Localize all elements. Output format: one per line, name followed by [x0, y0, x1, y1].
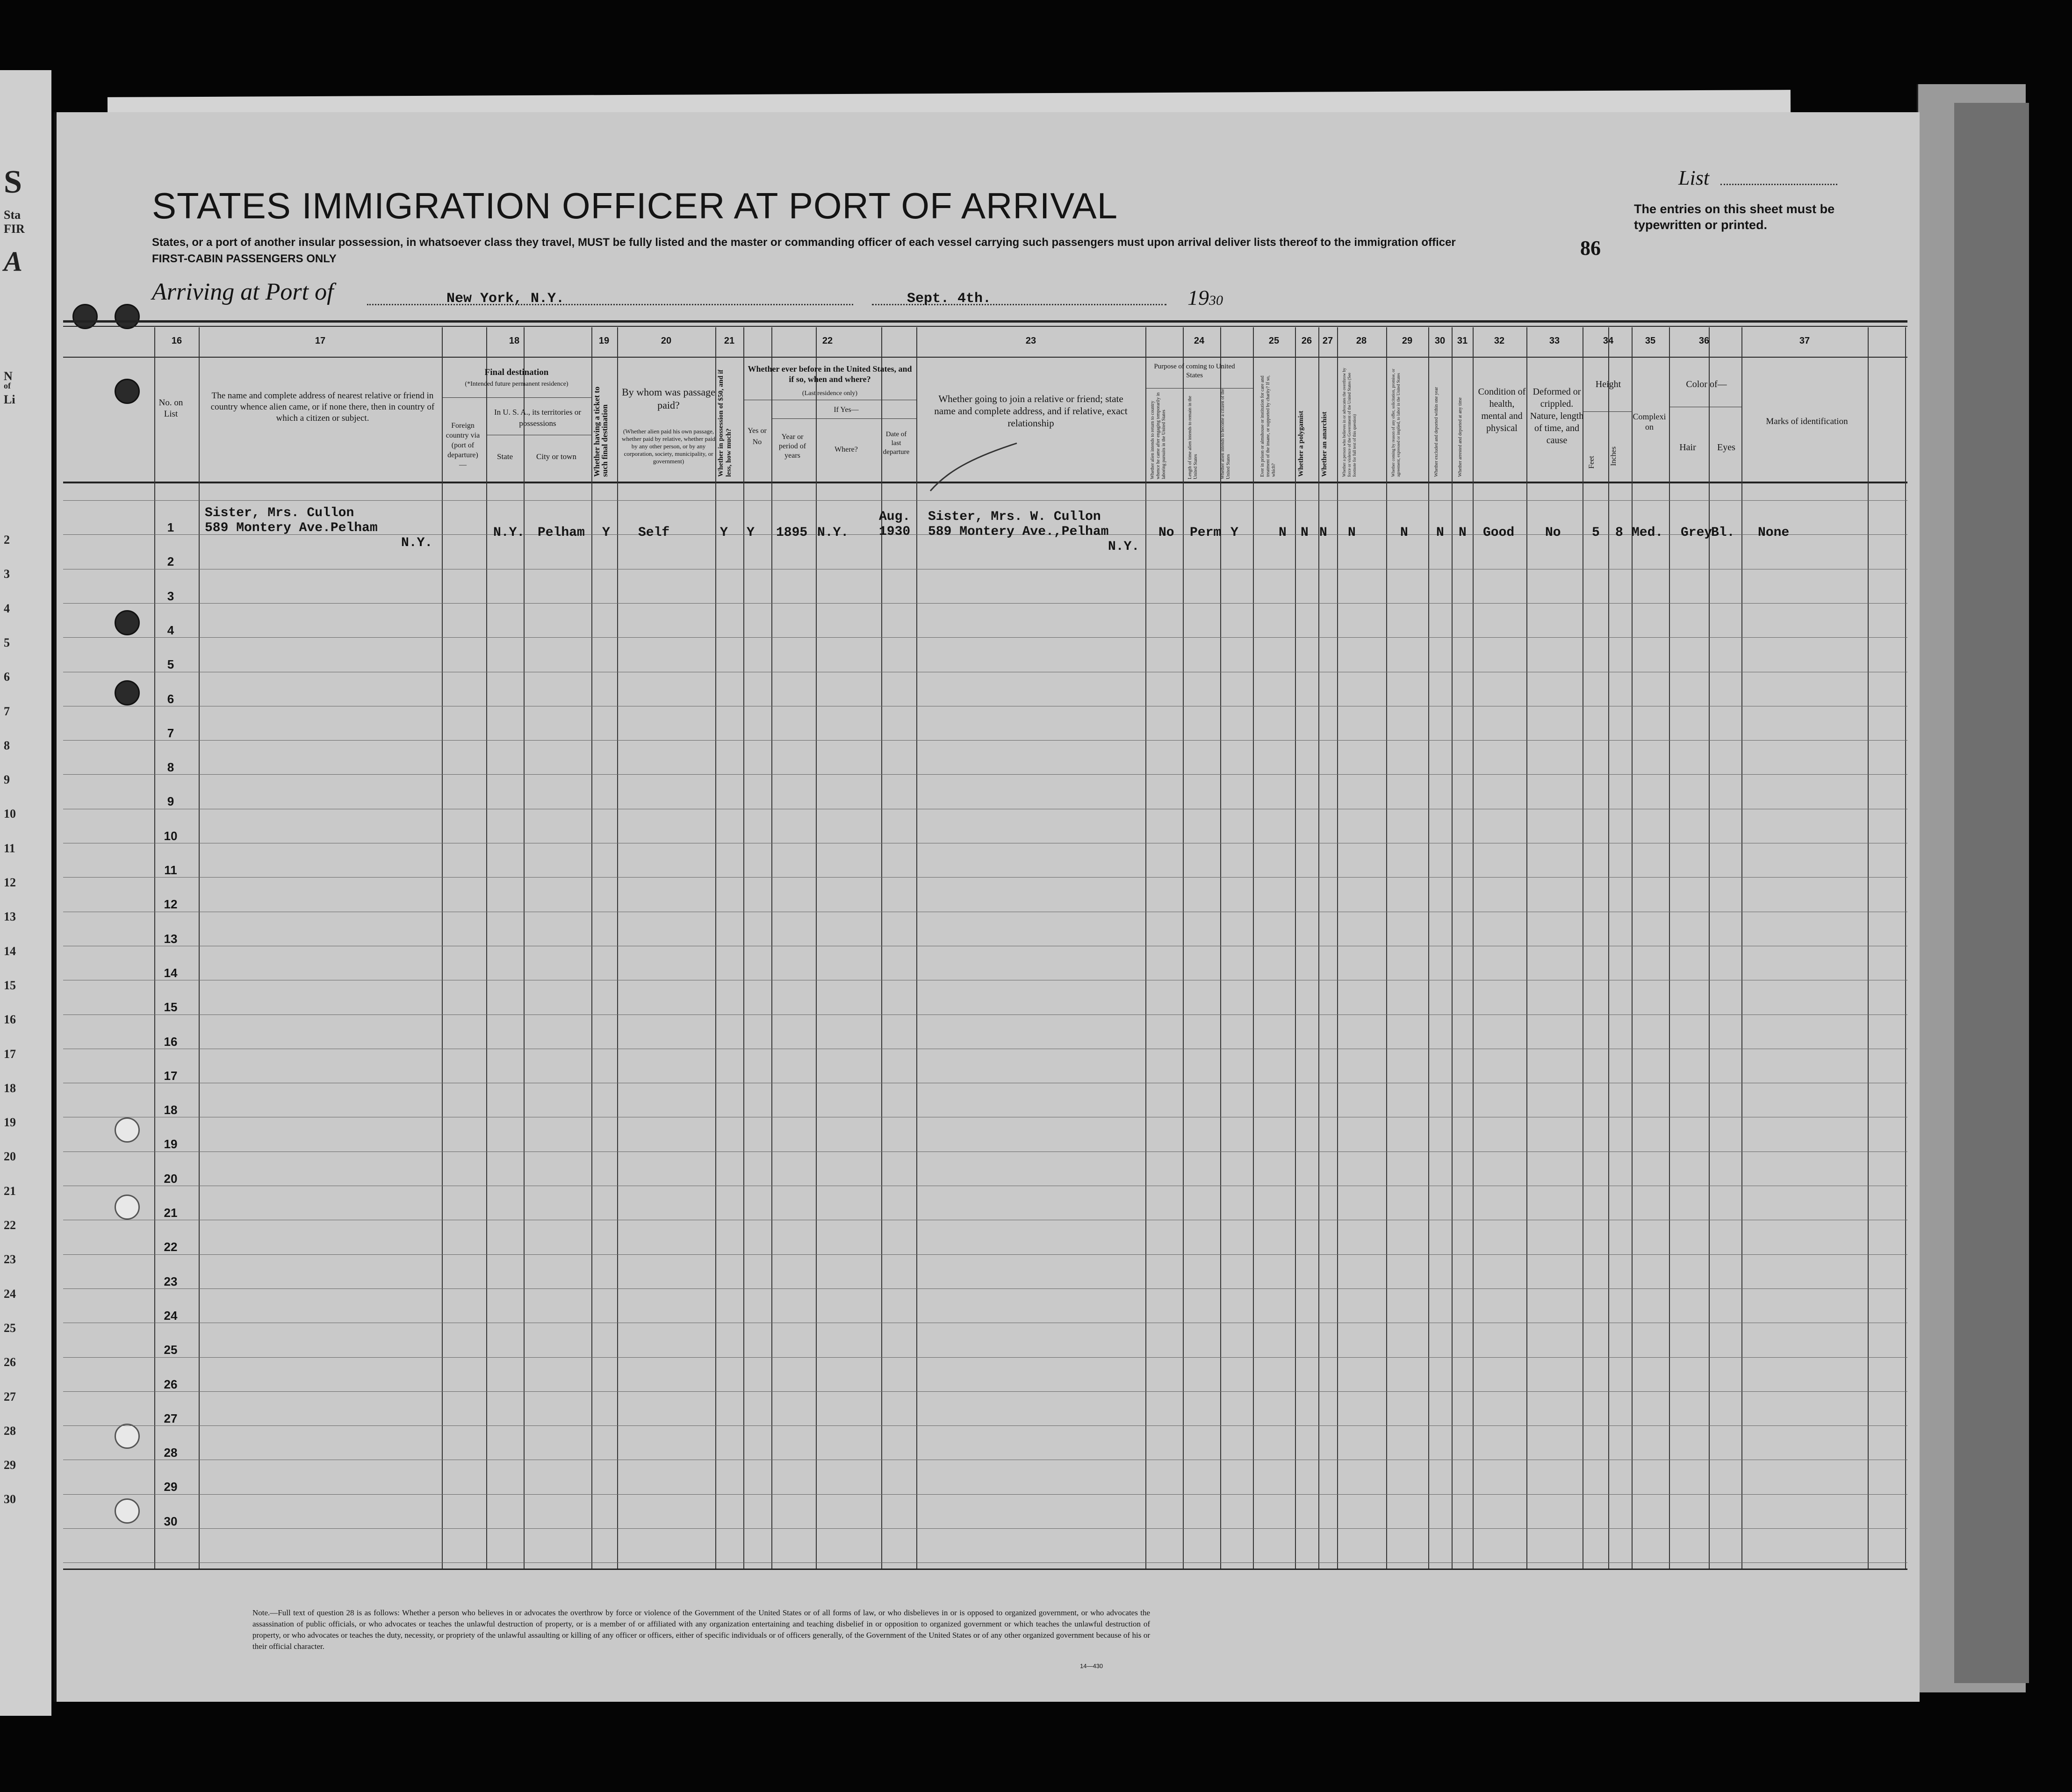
adjacent-page-letter: Sta	[4, 208, 21, 222]
row-number: 16	[164, 1034, 178, 1049]
before-where-value: N.Y.	[817, 525, 849, 540]
binder-hole	[115, 1195, 140, 1220]
row-number: 28	[164, 1446, 178, 1460]
row-divider	[63, 740, 1907, 741]
adjacent-row-number: 18	[4, 1081, 16, 1095]
row-number: 8	[167, 760, 174, 775]
adjacent-row-number: 27	[4, 1389, 16, 1403]
relative-address: 589 Montery Ave.Pelham	[205, 521, 378, 535]
binder-hole	[115, 304, 140, 329]
column-divider	[771, 327, 772, 1569]
column-divider	[617, 327, 618, 1569]
departure-year: 1930	[879, 525, 911, 539]
column-divider	[743, 327, 744, 1569]
table-bottom-rule	[63, 1569, 1907, 1570]
port-value: New York, N.Y.	[446, 291, 565, 307]
date-value: Sept. 4th.	[907, 291, 992, 307]
header-nearest-relative: The name and complete address of nearest relative or friend in country whence alien came, or if none there, then in country of which a citizen or subject.	[210, 391, 435, 423]
excluded-value: N	[1436, 525, 1444, 540]
column-divider	[715, 327, 716, 1569]
class-line: FIRST-CABIN PASSENGERS ONLY	[152, 252, 337, 265]
column-number: 33	[1549, 336, 1560, 346]
column-number: 36	[1698, 336, 1710, 346]
column-divider	[1386, 327, 1387, 1569]
header-color-of: Color of—	[1686, 379, 1727, 389]
header-anarchist: Whether an anarchist	[1321, 411, 1328, 477]
header-last-departure: Date of last departure	[883, 431, 910, 456]
header-passage-note: (Whether alien paid his own passage, whether paid by relative, whether paid by any other person, or by any corporation, society, municipality, or government)	[622, 428, 715, 465]
row-number: 4	[167, 623, 174, 637]
adjacent-row-number: 26	[4, 1355, 16, 1369]
row-number: 5	[167, 657, 174, 672]
before-yes-value: Y	[747, 525, 755, 540]
adjacent-row-number: 28	[4, 1424, 16, 1438]
adjacent-row-number: 12	[4, 876, 16, 889]
adjacent-page-letter: Li	[4, 393, 15, 406]
adjacent-row-number: 14	[4, 944, 16, 958]
adjacent-row-number: 2	[4, 533, 10, 547]
header-passage-paid: By whom was passage paid?	[622, 386, 715, 411]
departure-month: Aug.	[879, 510, 911, 524]
adjacent-row-number: 16	[4, 1013, 16, 1027]
arriving-label: Arriving at Port of	[152, 279, 334, 305]
header-overthrow: Whether a person who believes in or advocates the overthrow by force or violence of the Government of the United States (See footnote for full text of this question)	[1342, 367, 1357, 477]
binder-hole	[115, 610, 140, 635]
column-divider	[1669, 327, 1670, 1569]
prison-value: N	[1279, 525, 1287, 540]
adjacent-row-number: 9	[4, 773, 10, 787]
column-number: 22	[822, 336, 833, 346]
row-number: 6	[167, 691, 174, 706]
adjacent-page-letter: A	[4, 246, 23, 277]
column-divider	[591, 327, 592, 1569]
year-prefix: 19	[1187, 286, 1209, 309]
deported-value: N	[1459, 525, 1467, 540]
typewritten-instruction: The entries on this sheet must be typewritten or printed.	[1634, 202, 1835, 232]
row-number: 15	[164, 1000, 178, 1015]
header-usa-territories: In U. S. A., its territories or possessions	[494, 408, 582, 428]
adjacent-row-number: 19	[4, 1116, 16, 1130]
adjacent-page-letter: N	[4, 369, 13, 383]
column-number: 32	[1494, 336, 1505, 346]
header-final-destination: Final destination	[484, 367, 549, 377]
adjacent-page-letter: of	[4, 381, 11, 390]
return-intent-value: No	[1158, 525, 1174, 540]
adjacent-row-number: 21	[4, 1184, 16, 1198]
header-eyes: Eyes	[1717, 442, 1735, 453]
adjacent-row-number: 4	[4, 601, 10, 615]
overthrow-value: N	[1348, 525, 1356, 540]
column-divider	[916, 327, 917, 1569]
row-divider	[63, 603, 1907, 604]
page-title: STATES IMMIGRATION OFFICER AT PORT OF ARRIVAL	[152, 185, 1118, 226]
header-feet: Feet	[1588, 456, 1596, 469]
row-number: 13	[164, 931, 178, 946]
binder-hole	[115, 1424, 140, 1449]
header-possession-50: Whether in possession of $50, and if less, how much?	[717, 369, 733, 477]
column-number: 23	[1025, 336, 1036, 346]
adjacent-row-number: 13	[4, 910, 16, 924]
port-blank	[367, 304, 853, 305]
row-number: 1	[167, 520, 174, 534]
column-divider	[1183, 327, 1184, 1569]
binder-hole	[72, 304, 98, 329]
footnote: Note.—Full text of question 28 is as follows: Whether a person who believes in or advocates the overthrow by force or violence of the Government of the United States or of all forms of law, or who disbelieves in or is opposed to organized government, or who advocates the assassination of public officials, or who advocates or teaches the unlawful destruction of property, or is a member of or affiliated with any organization entertaining and teaching disbelief in or opposition to organized government or which teaches the unlawful destruction of property, or who advocates or teaches the duty, necessity, or propriety of the unlawful assaulting or killing of any officer or officers, either of specific individuals or of officers generally, of the Government of the United States or of any other organized government because of his or their official character.	[252, 1608, 1150, 1651]
adjacent-row-number: 29	[4, 1458, 16, 1472]
height-feet-value: 5	[1592, 525, 1600, 540]
column-number: 34	[1603, 336, 1614, 346]
subheader-divider	[1583, 411, 1632, 412]
header-city: City or town	[536, 452, 576, 461]
row-number: 2	[167, 554, 174, 569]
row-number: 3	[167, 589, 174, 603]
row-number: 22	[164, 1240, 178, 1254]
column-divider	[1428, 327, 1429, 1569]
column-number: 35	[1645, 336, 1656, 346]
adjacent-page-strip	[0, 70, 51, 1716]
header-join-relative: Whether going to join a relative or friend; state name and complete address, and if relative, exact relationship	[934, 393, 1128, 429]
column-number: 31	[1457, 336, 1468, 346]
column-number: 24	[1194, 336, 1205, 346]
join-state: N.Y.	[1108, 540, 1140, 554]
row-divider	[63, 1151, 1907, 1152]
row-divider	[63, 1562, 1907, 1563]
column-number: 20	[661, 336, 672, 346]
adjacent-row-number: 7	[4, 704, 10, 718]
row-divider	[63, 637, 1907, 638]
row-divider	[63, 1357, 1907, 1358]
adjacent-row-number: 8	[4, 738, 10, 752]
header-prison: Ever in prison or almshouse or institution for care and treatment of the insane, or supported by charity? If so, which?	[1260, 375, 1276, 477]
page-edge-shadow	[1954, 103, 2029, 1683]
column-number: 21	[724, 336, 735, 346]
row-divider	[63, 1425, 1907, 1426]
row-number: 29	[164, 1480, 178, 1494]
adjacent-row-number: 15	[4, 978, 16, 992]
header-health: Condition of health, mental and physical	[1478, 387, 1526, 433]
header-identification-marks: Marks of identification	[1766, 417, 1848, 426]
column-divider	[486, 327, 487, 1569]
row-number: 7	[167, 726, 174, 740]
list-label: List	[1678, 166, 1710, 189]
column-number-rule	[63, 357, 1907, 358]
header-state: State	[497, 452, 513, 461]
column-number: 28	[1356, 336, 1367, 346]
column-number: 27	[1322, 336, 1333, 346]
join-name: Sister, Mrs. W. Cullon	[928, 510, 1101, 524]
column-divider	[1741, 327, 1742, 1569]
row-number: 18	[164, 1103, 178, 1117]
adjacent-row-number: 23	[4, 1252, 16, 1267]
row-number: 30	[164, 1514, 178, 1528]
row-divider	[63, 1494, 1907, 1495]
row-number: 12	[164, 897, 178, 912]
adjacent-row-number: 11	[4, 841, 15, 855]
adjacent-row-number: 3	[4, 567, 10, 581]
row-number: 9	[167, 794, 174, 809]
possession-50-value: Y	[720, 525, 728, 540]
destination-city: Pelham	[538, 525, 585, 540]
header-year-period: Year or period of years	[778, 433, 806, 460]
adjacent-row-number: 20	[4, 1150, 16, 1164]
column-divider	[1632, 327, 1633, 1569]
column-number: 17	[315, 336, 326, 346]
row-number: 24	[164, 1308, 178, 1323]
table-top-rule	[63, 326, 1907, 327]
row-number: 10	[164, 828, 178, 843]
header-inches: Inches	[1610, 446, 1618, 466]
adjacent-row-number: 30	[4, 1492, 16, 1506]
header-ticket: Whether having a ticket to such final destination	[592, 386, 609, 477]
row-number: 19	[164, 1137, 178, 1151]
column-number: 37	[1799, 336, 1810, 346]
row-number: 25	[164, 1343, 178, 1357]
row-number: 17	[164, 1068, 178, 1083]
labor-offer-value: N	[1400, 525, 1408, 540]
column-divider	[1318, 327, 1319, 1569]
before-year-value: 1895	[776, 525, 808, 540]
binder-hole	[115, 1498, 140, 1524]
header-hair: Hair	[1679, 442, 1696, 453]
header-polygamist: Whether a polygamist	[1297, 410, 1305, 477]
ticket-value: Y	[602, 525, 610, 540]
column-divider	[524, 327, 525, 1569]
row-divider	[63, 1288, 1907, 1289]
table-top-rule	[63, 320, 1907, 323]
column-divider	[1473, 327, 1474, 1569]
column-divider	[1905, 327, 1906, 1569]
column-number: 30	[1434, 336, 1446, 346]
column-divider	[1145, 327, 1146, 1569]
column-number: 18	[509, 336, 520, 346]
marks-value: None	[1758, 525, 1790, 540]
header-stay-length: Length of time alien intends to remain in the United States	[1187, 396, 1198, 479]
adjacent-row-number: 24	[4, 1287, 16, 1301]
citizen-intent-value: Y	[1230, 525, 1238, 540]
row-divider	[63, 1254, 1907, 1255]
row-number: 26	[164, 1377, 178, 1391]
column-number: 26	[1301, 336, 1312, 346]
relative-state: N.Y.	[401, 536, 433, 550]
column-number: 29	[1402, 336, 1413, 346]
header-before-in-us: Whether ever before in the United States, and if so, when and where?	[748, 364, 912, 384]
adjacent-page-letter: S	[4, 164, 22, 200]
adjacent-page-letter: FIR	[4, 222, 25, 236]
subheader-divider	[771, 418, 916, 419]
pencil-mark	[928, 439, 1022, 496]
row-divider	[63, 877, 1907, 878]
form-number: 14—430	[1080, 1662, 1103, 1670]
adjacent-row-number: 5	[4, 635, 10, 649]
join-address: 589 Montery Ave.,Pelham	[928, 525, 1109, 539]
column-divider	[1220, 327, 1221, 1569]
column-divider	[199, 327, 200, 1569]
destination-state: N.Y.	[493, 525, 525, 540]
header-purpose: Purpose of coming to United States	[1154, 363, 1235, 379]
year-suffix: 30	[1209, 293, 1223, 308]
row-divider	[63, 1391, 1907, 1392]
row-number: 20	[164, 1171, 178, 1186]
row-divider	[63, 774, 1907, 775]
paid-by-value: Self	[638, 525, 670, 540]
adjacent-row-number: 25	[4, 1321, 16, 1335]
eyes-value: Bl.	[1711, 525, 1735, 540]
column-divider	[1295, 327, 1296, 1569]
list-number: 86	[1580, 237, 1601, 259]
header-height: Height	[1595, 379, 1621, 389]
health-value: Good	[1483, 525, 1515, 540]
header-deformed: Deformed or crippled. Nature, length of time, and cause	[1530, 387, 1584, 446]
header-final-destination-note: (*Intended future permanent residence)	[465, 381, 568, 388]
year-value	[1187, 285, 1223, 310]
subheader-divider	[442, 397, 591, 398]
binder-hole	[115, 1117, 140, 1143]
stay-length-value: Perm	[1190, 525, 1222, 540]
adjacent-row-number: 22	[4, 1218, 16, 1232]
hair-value: Grey	[1681, 525, 1712, 540]
header-labor-offer: Whether coming by reason of any offer, solicitation, promise, or agreement, expressed or implied, to labor in the United States	[1391, 368, 1401, 477]
column-divider	[442, 327, 443, 1569]
row-divider	[63, 1528, 1907, 1529]
column-divider	[1452, 327, 1453, 1569]
adjacent-row-number: 10	[4, 807, 16, 821]
column-divider	[1253, 327, 1254, 1569]
header-no-on-list: No. on List	[158, 398, 183, 419]
header-yes-no: Yes or No	[748, 427, 767, 446]
column-divider	[816, 327, 817, 1569]
adjacent-row-number: 17	[4, 1047, 16, 1061]
column-divider	[1608, 327, 1609, 1569]
column-divider	[1337, 327, 1338, 1569]
row-number: 21	[164, 1206, 178, 1220]
relative-name: Sister, Mrs. Cullon	[205, 506, 354, 520]
manifest-sheet	[54, 112, 1920, 1702]
deformed-value: No	[1545, 525, 1561, 540]
anarchist-value: N	[1319, 525, 1327, 540]
column-divider	[1709, 327, 1710, 1569]
column-number: 19	[598, 336, 610, 346]
binder-hole	[115, 379, 140, 404]
row-number: 14	[164, 965, 178, 980]
row-number: 27	[164, 1411, 178, 1425]
header-deported: Whether arrested and deported at any time	[1458, 397, 1463, 477]
header-if-yes: If Yes—	[834, 406, 859, 414]
header-last-residence: (Last residence only)	[802, 390, 858, 397]
header-return-intent: Whether alien intends to return to country whence he came after engaging temporarily in laboring pursuits in the United States	[1150, 392, 1166, 479]
polygamist-value: N	[1301, 525, 1309, 540]
height-inches-value: 8	[1615, 525, 1623, 540]
legal-subtitle: States, or a port of another insular possession, in whatsoever class they travel, MUST be fully listed and the master or commanding officer of each vessel carrying such passengers must upon arrival deliver lists thereof to the immigration officer	[152, 236, 1456, 249]
header-where: Where?	[835, 446, 858, 453]
header-citizen-intent: Whether alien intends to become a citizen of the United States	[1220, 389, 1231, 479]
row-number: 23	[164, 1274, 178, 1288]
adjacent-row-number: 6	[4, 670, 10, 684]
row-number: 11	[164, 863, 177, 877]
row-divider	[63, 500, 1907, 501]
column-number: 16	[171, 336, 182, 346]
list-blank	[1720, 184, 1837, 185]
column-divider	[154, 327, 155, 1569]
header-complexion: Complexion	[1633, 412, 1666, 432]
binder-hole	[115, 680, 140, 705]
column-number: 25	[1268, 336, 1280, 346]
column-divider	[1868, 327, 1869, 1569]
header-excluded: Whether excluded and deported within one year	[1434, 387, 1439, 477]
header-foreign-country: Foreign country via (port of departure)—	[446, 422, 480, 469]
column-divider	[1526, 327, 1527, 1569]
complexion-value: Med.	[1632, 525, 1663, 540]
